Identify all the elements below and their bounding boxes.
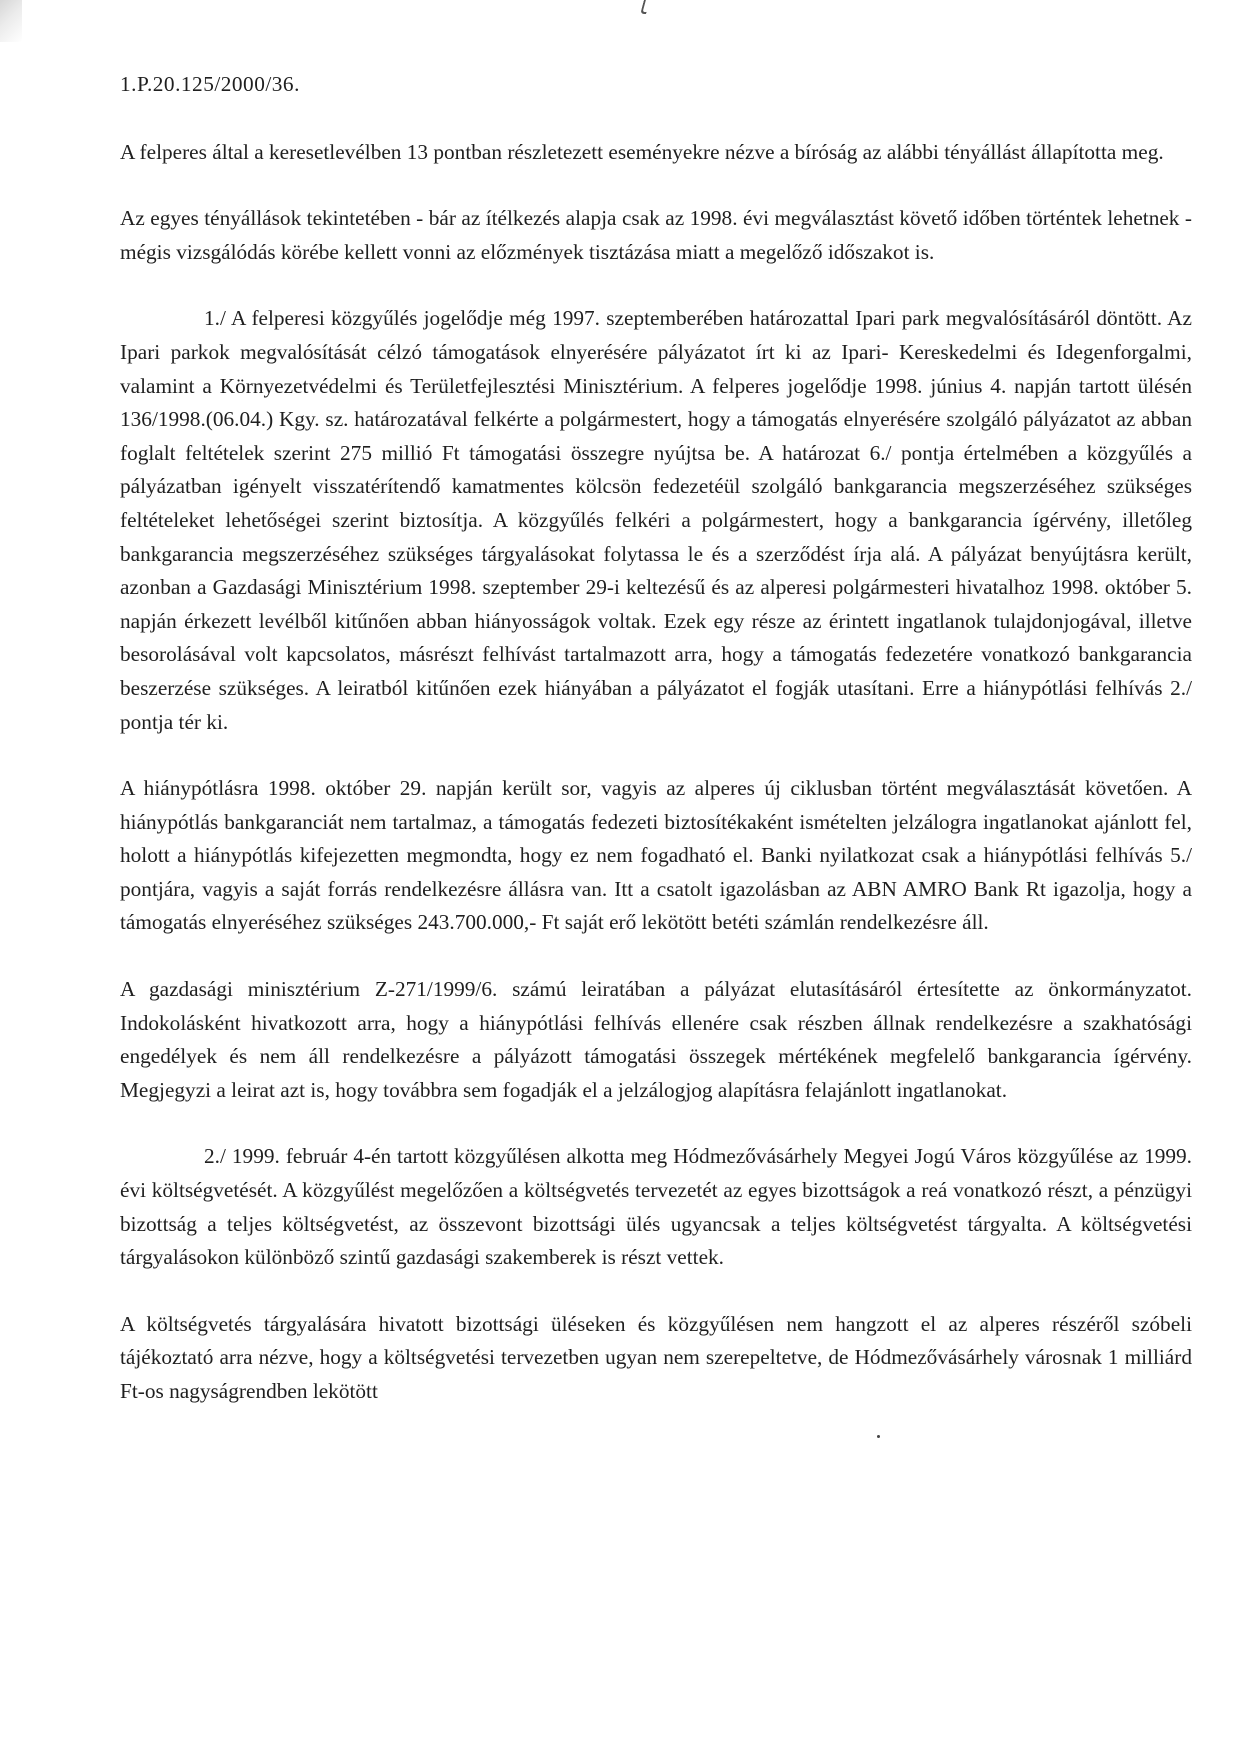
scan-speck <box>877 1435 880 1438</box>
paragraph-deficiency-remedy: A hiánypótlásra 1998. október 29. napján került sor, vagyis az alperes új ciklusban történt megválasztását követően. A hiánypótlás bankgaranciát nem tartalmaz, a támogatás fedezeti biztosítékaként ismételten jelzálogra ingatlanokat ajánlott fel, holott a hiánypótlás kifejezetten megmondta, hogy ez nem fogadható el. Banki nyilatkozat csak a hiánypótlási felhívás 5./ pontjára, vagyis a saját forrás rendelkezésre állásra van. Itt a csatolt igazolásban az ABN AMRO Bank Rt igazolja, hogy a támogatás elnyeréséhez szükséges 243.700.000,- Ft saját erő lekötött betéti számlán rendelkezésre áll. <box>120 776 1192 935</box>
paragraph-scope: Az egyes tényállások tekintetében - bár az ítélkezés alapja csak az 1998. évi megválasztást követő időben történtek lehetnek - mégis vizsgálódás körébe kellett vonni az előzmények tisztázása miatt a megelőző időszakot is. <box>120 206 1192 264</box>
paragraph-budget-hearing: A költségvetés tárgyalására hivatott bizottsági üléseken és közgyűlésen nem hangzott el az alperes részéről szóbeli tájékoztató arra nézve, hogy a költségvetési tervezetben ugyan nem szerepeltetve, de Hódmezővásárhely városnak 1 milliárd Ft-os nagyságrendben lekötött <box>120 1311 1192 1403</box>
case-reference-number: 1.P.20.125/2000/36. <box>120 72 300 96</box>
document-body <box>120 68 1192 1409</box>
top-scan-mark <box>640 0 650 14</box>
paragraph-ministry-rejection: A gazdasági minisztérium Z-271/1999/6. számú leiratában a pályázat elutasításáról értesítette az önkormányzatot. Indokolásként hivatkozott arra, hogy a hiánypótlási felhívás ellenére csak részben állnak rendelkezésre a szakhatósági engedélyek és nem áll rendelkezésre a pályázott támogatási összegek mértékének megfelelő bankgarancia ígérvény. Megjegyzi a leirat azt is, hogy továbbra sem fogadják el a jelzálogjog alapításra felajánlott ingatlanokat. <box>120 977 1192 1102</box>
page-corner-shadow <box>0 0 22 42</box>
paragraph-intro: A felperes által a keresetlevélben 13 pontban részletezett eseményekre nézve a bíróság az alábbi tényállást állapította meg. <box>120 139 1164 164</box>
paragraph-point-1: 1./ A felperesi közgyűlés jogelődje még 1997. szeptemberében határozattal Ipari park megvalósításáról döntött. Az Ipari parkok megvalósítását célzó támogatások elnyerésére pályázatot írt ki az Ipari- Kereskedelmi és Idegenforgalmi, valamint a Környezetvédelmi és Területfejlesztési Minisztérium. A felperes jogelődje 1998. június 4. napján tartott ülésén 136/1998.(06.04.) Kgy. sz. határozatával felkérte a polgármestert, hogy a támogatás elnyerésére szolgáló pályázatot az abban foglalt feltételek szerint 275 millió Ft támogatási összegre nyújtsa be. A határozat 6./ pontja értelmében a közgyűlés a pályázatban igényelt visszatérítendő kamatmentes kölcsön fedezetéül szolgáló bankgarancia megszerzéséhez szükséges feltételeket lehetőségei szerint biztosítja. A közgyűlés felkéri a polgármestert, hogy a bankgarancia ígérvény, illetőleg bankgarancia megszerzéséhez szükséges tárgyalásokat folytassa le és a szerződést írja alá. A pályázat benyújtásra került, azonban a Gazdasági Minisztérium 1998. szeptember 29-i keltezésű és az alperesi polgármesteri hivatalhoz 1998. október 5. napján érkezett levélből kitűnően abban hiányosságok voltak. Ezek egy része az érintett ingatlanok tulajdonjogával, illetve besorolásával volt kapcsolatos, másrészt felhívást tartalmazott arra, hogy a támogatás fedezetére vonatkozó bankgarancia beszerzése szükséges. A leiratból kitűnően ezek hiányában a pályázatot el fogják utasítani. Erre a hiánypótlási felhívás 2./ pontja tér ki. <box>120 306 1192 734</box>
paragraph-point-2: 2./ 1999. február 4-én tartott közgyűlésen alkotta meg Hódmezővásárhely Megyei Jogú Város közgyűlése az 1999. évi költségvetését. A közgyűlést megelőzően a költségvetés tervezetét az egyes bizottságok a reá vonatkozó részt, a pénzügyi bizottság a teljes költségvetést, az összevont bizottsági ülés ugyancsak a teljes költségvetést tárgyalta. A költségvetési tárgyalásokon különböző szintű gazdasági szakemberek is részt vettek. <box>120 1144 1192 1270</box>
